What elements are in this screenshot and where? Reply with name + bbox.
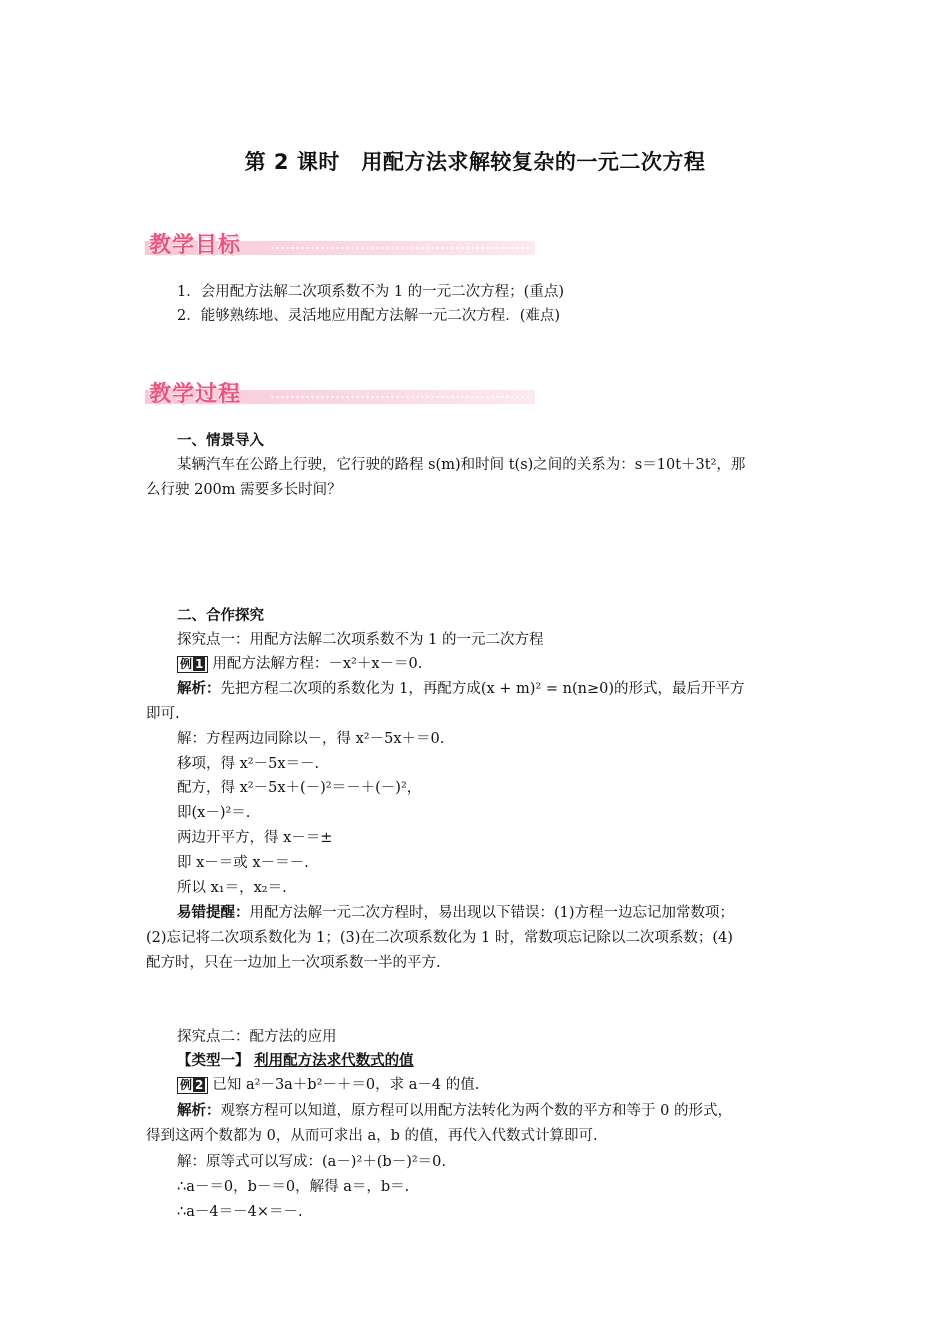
analysis-text: 先把方程二次项的系数化为 1，再配方成(x + m)² = n(n≥0)的形式，最后开平方 [220, 681, 745, 697]
tip-label: 易错提醒： [177, 905, 250, 921]
example-1 [177, 654, 422, 674]
section-banner-process [145, 377, 537, 411]
solution-line: 解：原等式可以写成：(a－)²＋(b－)²＝0. [177, 1154, 447, 1170]
intro-text: 某辆汽车在公路上行驶，它行驶的路程 s(m)和时间 t(s)之间的关系为：s＝10t＋3t²，那 [177, 457, 746, 473]
solution-line: ∴a－4＝－4×＝－. [177, 1204, 303, 1220]
banner-dots [270, 395, 531, 399]
solution-line: 即(x－)²＝. [177, 805, 251, 821]
analysis-text: 得到这两个数都为 0，从而可求出 a，b 的值，再代入代数式计算即可. [146, 1128, 598, 1144]
tip [177, 903, 734, 923]
analysis-label: 解析： [177, 1103, 221, 1119]
analysis-label: 解析： [177, 681, 221, 697]
example-2 [177, 1075, 479, 1095]
tip-text: (2)忘记将二次项系数化为 1；(3)在二次项系数化为 1 时，常数项忘记除以二次项系数；(4) [146, 930, 733, 946]
type-title: 利用配方法求代数式的值 [254, 1053, 414, 1069]
solution-line: 即 x－＝或 x－＝－. [177, 855, 309, 871]
solution-line: 移项，得 x²－5x＝－. [177, 756, 320, 772]
explore-point-1: 探究点一：用配方法解二次项系数不为 1 的一元二次方程 [177, 632, 544, 648]
analysis-text: 观察方程可以知道，原方程可以用配方法转化为两个数的平方和等于 0 的形式， [220, 1103, 732, 1119]
analysis-text: 即可. [146, 706, 180, 722]
analysis-2 [177, 1101, 732, 1121]
solution-line: 两边开平方，得 x－＝± [177, 830, 333, 846]
analysis-1 [177, 679, 745, 699]
type-heading [177, 1051, 414, 1071]
goal-item: 2．能够熟练地、灵活地应用配方法解一元二次方程．(难点) [177, 308, 561, 324]
banner-label: 教学过程 [149, 382, 242, 407]
section-banner-goals [145, 228, 537, 262]
solution-line: 所以 x₁＝，x₂＝. [177, 880, 287, 896]
banner-label: 教学目标 [149, 233, 242, 258]
banner-dots [270, 246, 531, 250]
page-title: 第 2 课时 用配方法求解较复杂的一元二次方程 [244, 150, 706, 174]
example-badge: 例 2 [177, 1077, 208, 1094]
tip-text: 配方时，只在一边加上一次项系数一半的平方. [146, 955, 441, 971]
solution-line: ∴a－＝0，b－＝0，解得 a＝，b＝. [177, 1179, 410, 1195]
example-text: 已知 a²－3a＋b²－＋＝0，求 a－4 的值. [212, 1077, 480, 1093]
section-heading-intro: 一、情景导入 [177, 433, 264, 449]
goal-item: 1．会用配方法解二次项系数不为 1 的一元二次方程；(重点) [177, 284, 564, 300]
type-label: 【类型一】 [177, 1053, 250, 1069]
example-badge: 例 1 [177, 656, 208, 673]
example-text: 用配方法解方程：－x²＋x－＝0. [212, 656, 423, 672]
explore-point-2: 探究点二：配方法的应用 [177, 1029, 337, 1045]
tip-text: 用配方法解一元二次方程时，易出现以下错误：(1)方程一边忘记加常数项； [249, 905, 735, 921]
section-heading-explore: 二、合作探究 [177, 608, 264, 624]
solution-line: 解：方程两边同除以－，得 x²－5x＋＝0. [177, 731, 445, 747]
intro-text: 么行驶 200m 需要多长时间？ [146, 482, 342, 498]
solution-line: 配方，得 x²－5x＋(－)²＝－＋(－)²， [177, 780, 422, 796]
